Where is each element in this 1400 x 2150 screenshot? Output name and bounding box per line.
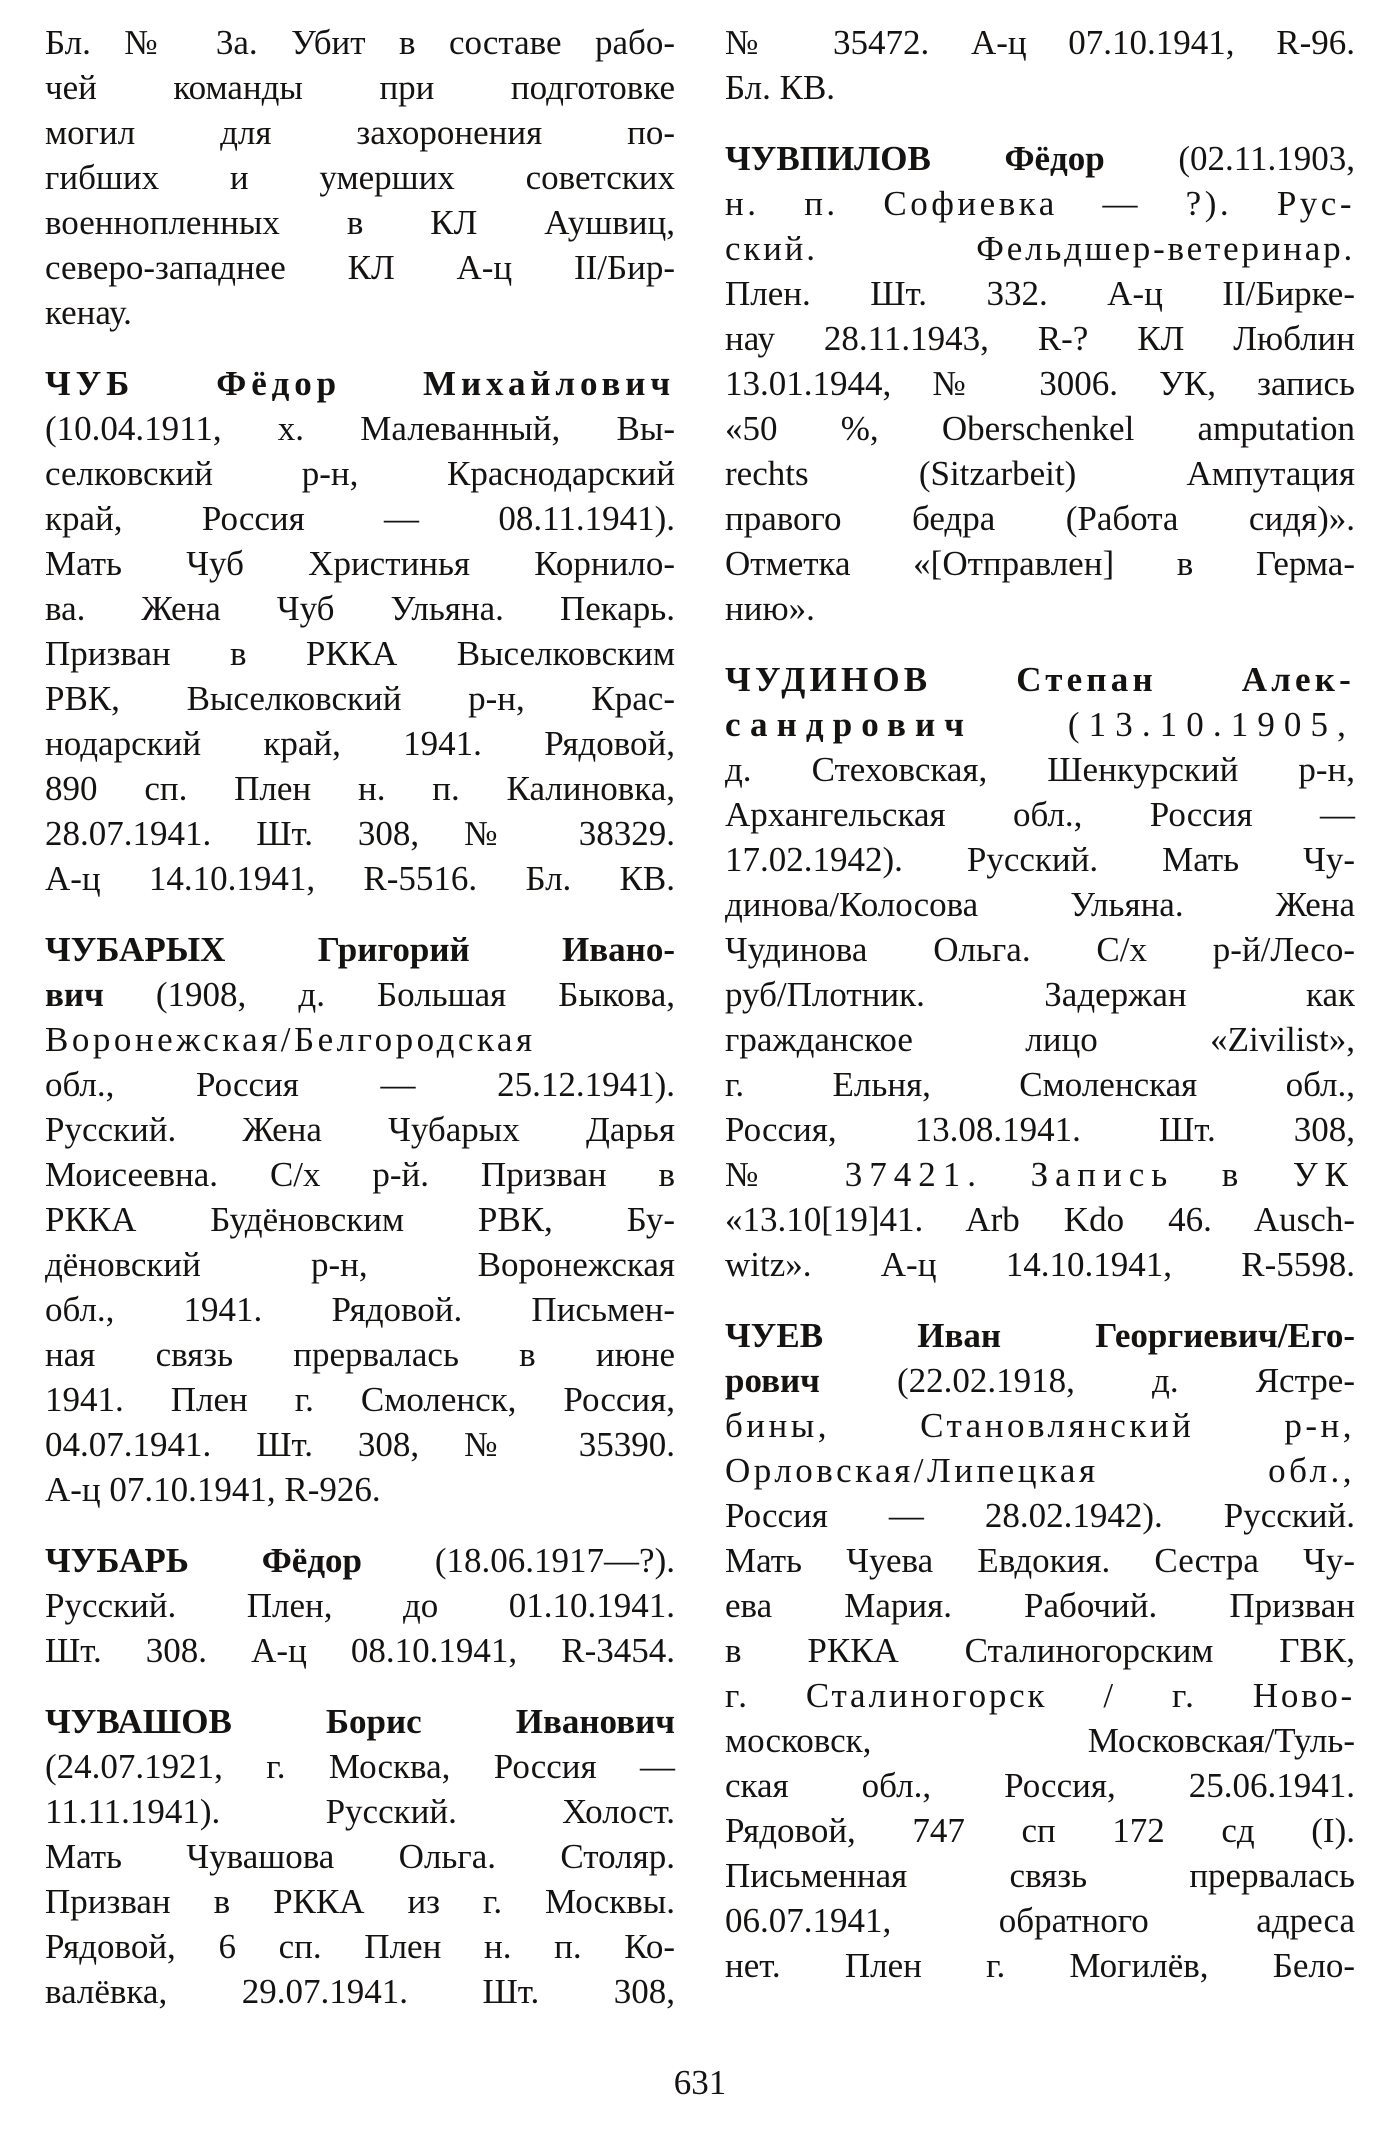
entry-text: валёвка, 29.07.1941. Шт. 308, — [45, 1972, 675, 2011]
entry-paragraph — [45, 361, 675, 901]
entry-text: ва. Жена Чуб Ульяна. Пекарь. — [45, 589, 675, 628]
entry-text: обл., 1941. Рядовой. Письмен- — [45, 1290, 675, 1329]
entry-text: РВК, Выселковский р-н, Крас- — [45, 679, 675, 718]
entry-text: Плен. Шт. 332. А-ц II/Бирке- — [725, 274, 1355, 313]
entry-text: А-ц 07.10.1941, R-926. — [45, 1470, 381, 1509]
entry-text: 06.07.1941, обратного адреса — [725, 1901, 1355, 1940]
text-line — [725, 1017, 1355, 1062]
text-line — [725, 1538, 1355, 1583]
entry-text: 04.07.1941. Шт. 308, № 35390. — [45, 1425, 675, 1464]
text-line — [725, 837, 1355, 882]
text-line — [725, 541, 1355, 586]
text-line — [725, 1898, 1355, 1943]
text-line — [725, 1062, 1355, 1107]
text-line — [45, 110, 675, 155]
entry-text: нодарский край, 1941. Рядовой, — [45, 724, 675, 763]
entry-text: военнопленных в КЛ Аушвиц, — [45, 203, 675, 242]
text-line — [725, 657, 1355, 702]
text-line — [45, 200, 675, 245]
text-line — [45, 1879, 675, 1924]
text-line — [725, 927, 1355, 972]
entry-text: чей команды при подготовке — [45, 68, 675, 107]
entry-paragraph — [45, 1699, 675, 2014]
entry-text: Шт. 308. А-ц 08.10.1941, R-3454. — [45, 1631, 675, 1670]
text-line — [725, 1493, 1355, 1538]
text-line — [725, 972, 1355, 1017]
text-line — [725, 792, 1355, 837]
text-line — [45, 856, 675, 901]
entry-text: «13.10[19]41. Arb Kdo 46. Ausch- — [725, 1200, 1355, 1239]
text-line — [725, 406, 1355, 451]
entry-text: РККА Будёновским РВК, Бу- — [45, 1200, 675, 1239]
entry-text: кенау. — [45, 293, 132, 332]
entry-text: Россия — 28.02.1942). Русский. — [725, 1496, 1355, 1535]
entry-name-bold: ЧУЕВ Иван Георгиевич/Его- — [725, 1316, 1355, 1355]
entry-text: ева Мария. Рабочий. Призван — [725, 1586, 1355, 1625]
text-line — [45, 65, 675, 110]
text-line — [725, 586, 1355, 631]
entry-text: г. Ельня, Смоленская обл., — [725, 1065, 1355, 1104]
entry-text: 890 сп. Плен н. п. Калиновка, — [45, 769, 675, 808]
text-line — [725, 702, 1355, 747]
entry-paragraph — [725, 136, 1355, 631]
text-line — [725, 1718, 1355, 1763]
entry-text: гибших и умерших советских — [45, 158, 675, 197]
entry-name-bold: ЧУВПИЛОВ Фёдор — [725, 139, 1105, 178]
text-line — [45, 361, 675, 406]
entry-text: Моисеевна. С/х р-й. Призван в — [45, 1155, 675, 1194]
entry-name-bold: ЧУБАРЫХ Григорий Ивано- — [45, 930, 675, 969]
entry-text: нет. Плен г. Могилёв, Бело- — [725, 1946, 1355, 1985]
entry-text: правого бедра (Работа сидя)». — [725, 499, 1355, 538]
entry-paragraph — [45, 1538, 675, 1673]
entry-text: динова/Колосова Ульяна. Жена — [725, 885, 1355, 924]
text-line — [45, 1377, 675, 1422]
entry-name-bold: ЧУВАШОВ Борис Иванович — [45, 1702, 675, 1741]
text-line — [725, 1583, 1355, 1628]
text-line — [45, 1699, 675, 1744]
entry-name-bold: ЧУБАРЬ Фёдор — [45, 1541, 362, 1580]
text-line — [725, 747, 1355, 792]
entry-name-bold: ЧУДИНОВ Степан Алек- — [725, 660, 1355, 699]
entry-text: край, Россия — 08.11.1941). — [45, 499, 675, 538]
text-line — [45, 1107, 675, 1152]
text-line — [45, 676, 675, 721]
text-line — [725, 1808, 1355, 1853]
entry-text: (13.10.1905, — [973, 705, 1355, 744]
text-line — [45, 1744, 675, 1789]
entry-text: ная связь прервалась в июне — [45, 1335, 675, 1374]
text-line — [45, 1789, 675, 1834]
entry-text: № 37421. Запись в УК — [725, 1155, 1355, 1194]
entry-paragraph — [45, 20, 675, 335]
entry-text: могил для захоронения по- — [45, 113, 675, 152]
text-line — [725, 316, 1355, 361]
entry-text: бины, Становлянский р-н, — [725, 1406, 1355, 1445]
text-line — [725, 1403, 1355, 1448]
entry-name-bold: рович — [725, 1361, 820, 1400]
text-line — [725, 65, 1355, 110]
entry-text: 28.07.1941. Шт. 308, № 38329. — [45, 814, 675, 853]
text-line — [45, 1332, 675, 1377]
entry-text: н. п. Софиевка — ?). Рус- — [725, 184, 1355, 223]
text-columns — [45, 20, 1355, 2014]
text-line — [45, 406, 675, 451]
entry-text: московск, Московская/Туль- — [725, 1721, 1355, 1760]
entry-text: № 35472. А-ц 07.10.1941, R-96. — [725, 23, 1355, 62]
text-line — [45, 20, 675, 65]
text-line — [725, 1242, 1355, 1287]
entry-text: (24.07.1921, г. Москва, Россия — — [45, 1747, 675, 1786]
entry-text: «50 %, Oberschenkel amputation — [725, 409, 1355, 448]
text-line — [725, 1197, 1355, 1242]
text-line — [45, 1583, 675, 1628]
text-line — [45, 541, 675, 586]
entry-text: ская обл., Россия, 25.06.1941. — [725, 1766, 1355, 1805]
entry-paragraph — [725, 20, 1355, 110]
text-line — [725, 20, 1355, 65]
entry-text: Чудинова Ольга. С/х р-й/Лесо- — [725, 930, 1355, 969]
entry-paragraph — [725, 657, 1355, 1287]
entry-text: rechts (Sitzarbeit) Ампутация — [725, 454, 1355, 493]
text-line — [725, 1943, 1355, 1988]
entry-text: обл., Россия — 25.12.1941). — [45, 1065, 675, 1104]
entry-text: (1908, д. Большая Быкова, — [103, 975, 675, 1014]
text-line — [45, 451, 675, 496]
text-line — [45, 586, 675, 631]
entry-text: 11.11.1941). Русский. Холост. — [45, 1792, 675, 1831]
text-line — [725, 181, 1355, 226]
entry-text: (22.02.1918, д. Ястре- — [819, 1361, 1355, 1400]
entry-text: Призван в РККА из г. Москвы. — [45, 1882, 675, 1921]
text-line — [725, 1313, 1355, 1358]
text-line — [725, 1152, 1355, 1197]
entry-text: (10.04.1911, х. Малеванный, Вы- — [45, 409, 675, 448]
text-line — [725, 1358, 1355, 1403]
text-line — [725, 882, 1355, 927]
text-line — [45, 972, 675, 1017]
entry-text: 13.01.1944, № 3006. УК, запись — [725, 364, 1355, 403]
entry-text: гражданское лицо «Zivilist», — [725, 1020, 1355, 1059]
text-line — [45, 155, 675, 200]
text-line — [45, 290, 675, 335]
entry-text: Мать Чуева Евдокия. Сестра Чу- — [725, 1541, 1355, 1580]
text-line — [45, 1628, 675, 1673]
text-line — [725, 1673, 1355, 1718]
entry-paragraph — [45, 927, 675, 1512]
text-line — [725, 226, 1355, 271]
text-line — [725, 1628, 1355, 1673]
entry-name-bold: ЧУБ Фёдор Михайлович — [45, 364, 675, 403]
entry-text: Письменная связь прервалась — [725, 1856, 1355, 1895]
entry-text: Русский. Жена Чубарых Дарья — [45, 1110, 675, 1149]
text-line — [725, 496, 1355, 541]
entry-text: Архангельская обл., Россия — — [725, 795, 1355, 834]
text-line — [725, 1107, 1355, 1152]
page-number: 631 — [673, 2063, 727, 2102]
text-line — [45, 766, 675, 811]
text-line — [45, 1062, 675, 1107]
text-line — [45, 1834, 675, 1879]
text-line — [725, 1853, 1355, 1898]
left-column — [45, 20, 675, 2014]
text-line — [45, 1017, 675, 1062]
text-line — [725, 136, 1355, 181]
entry-text: д. Стеховская, Шенкурский р-н, — [725, 750, 1355, 789]
entry-text: Орловская/Липецкая обл., — [725, 1451, 1355, 1490]
entry-text: ский. Фельдшер-ветеринар. — [725, 229, 1355, 268]
text-line — [45, 1152, 675, 1197]
entry-text: нау 28.11.1943, R-? КЛ Люблин — [725, 319, 1355, 358]
entry-text: Призван в РККА Выселковским — [45, 634, 675, 673]
entry-text: северо-западнее КЛ А-ц II/Бир- — [45, 248, 675, 287]
text-line — [725, 1448, 1355, 1493]
entry-text: (18.06.1917—?). — [362, 1541, 675, 1580]
text-line — [45, 496, 675, 541]
text-line — [45, 1924, 675, 1969]
entry-text: Рядовой, 747 сп 172 сд (I). — [725, 1811, 1355, 1850]
entry-text: (02.11.1903, — [1104, 139, 1355, 178]
text-line — [45, 1242, 675, 1287]
entry-text: Бл. КВ. — [725, 68, 836, 107]
entry-text: 1941. Плен г. Смоленск, Россия, — [45, 1380, 675, 1419]
entry-text: Воронежская/Белгородская — [45, 1020, 536, 1059]
entry-text: А-ц 14.10.1941, R-5516. Бл. КВ. — [45, 859, 675, 898]
text-line — [45, 1197, 675, 1242]
entry-text: Рядовой, 6 сп. Плен н. п. Ко- — [45, 1927, 675, 1966]
entry-text: Русский. Плен, до 01.10.1941. — [45, 1586, 675, 1625]
entry-text: руб/Плотник. Задержан как — [725, 975, 1355, 1014]
text-line — [45, 927, 675, 972]
entry-name-bold: вич — [45, 975, 104, 1014]
text-line — [45, 1969, 675, 2014]
entry-text: 17.02.1942). Русский. Мать Чу- — [725, 840, 1355, 879]
entry-text: Россия, 13.08.1941. Шт. 308, — [725, 1110, 1355, 1149]
entry-text: в РККА Сталиногорским ГВК, — [725, 1631, 1355, 1670]
text-line — [45, 1538, 675, 1583]
entry-text: дёновский р-н, Воронежская — [45, 1245, 675, 1284]
text-line — [45, 1422, 675, 1467]
entry-name-bold: сандрович — [725, 705, 974, 744]
entry-text: witz». А-ц 14.10.1941, R-5598. — [725, 1245, 1355, 1284]
entry-text: нию». — [725, 589, 815, 628]
page-footer — [45, 2060, 1355, 2105]
entry-text: Мать Чуб Христинья Корнило- — [45, 544, 675, 583]
text-line — [45, 1287, 675, 1332]
text-line — [45, 721, 675, 766]
text-line — [725, 451, 1355, 496]
text-line — [45, 1467, 675, 1512]
text-line — [725, 1763, 1355, 1808]
entry-paragraph — [725, 1313, 1355, 1988]
entry-text: г. Сталиногорск / г. Ново- — [725, 1676, 1355, 1715]
entry-text: Мать Чувашова Ольга. Столяр. — [45, 1837, 675, 1876]
text-line — [725, 271, 1355, 316]
text-line — [45, 245, 675, 290]
entry-text: Бл. № 3а. Убит в составе рабо- — [45, 23, 675, 62]
text-line — [45, 811, 675, 856]
entry-text: Отметка «[Отправлен] в Герма- — [725, 544, 1355, 583]
text-line — [725, 361, 1355, 406]
right-column — [725, 20, 1355, 1988]
entry-text: селковский р-н, Краснодарский — [45, 454, 675, 493]
text-line — [45, 631, 675, 676]
